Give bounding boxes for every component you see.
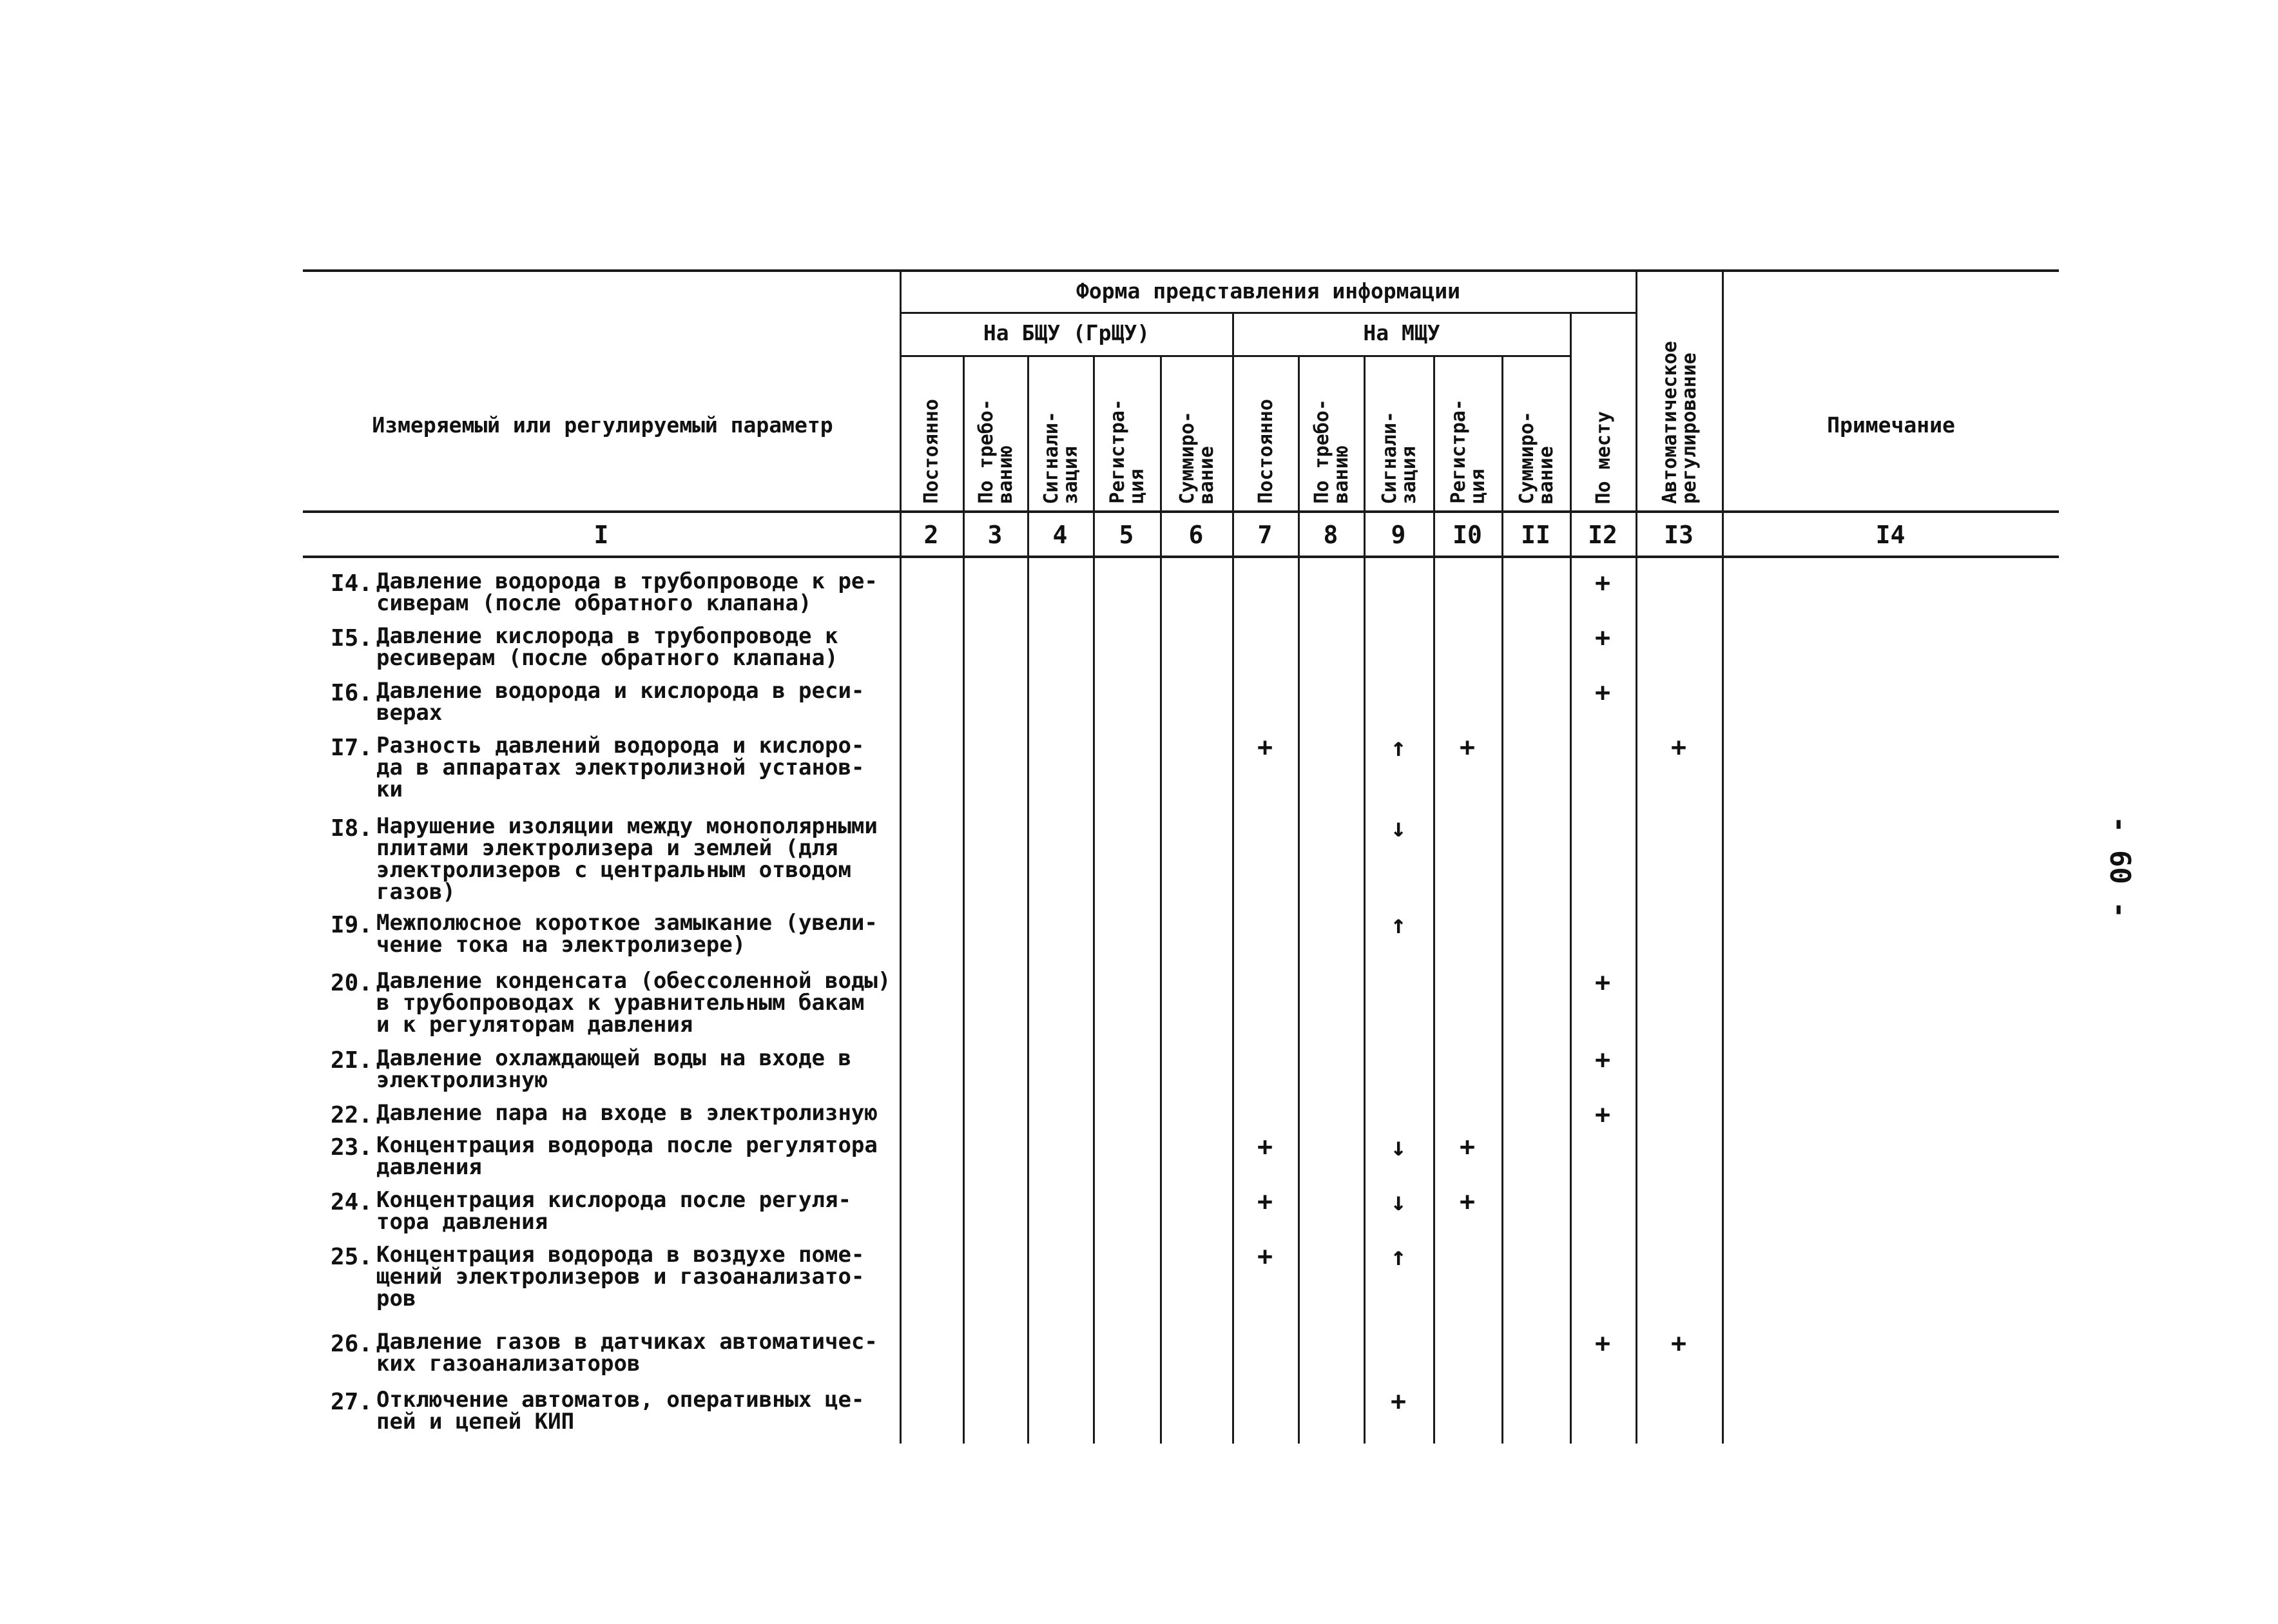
row-mark-c7: + bbox=[1257, 733, 1273, 762]
numbers-bottom-rule bbox=[303, 556, 2059, 558]
row-mark-c13: + bbox=[1670, 733, 1687, 762]
row-mark-c9: ↓ bbox=[1390, 813, 1407, 843]
row-number: 2I. bbox=[330, 1047, 372, 1074]
row-parameter-text: Концентрация кислорода после регуля- тора давления bbox=[376, 1187, 851, 1235]
row-parameter-text: Давление водорода и кислорода в реси- верах bbox=[376, 678, 865, 726]
column-number: I0 bbox=[1453, 521, 1482, 549]
sub-mshu-const: Постоянно bbox=[1254, 399, 1277, 504]
row-mark-c9: ↑ bbox=[1390, 910, 1407, 940]
row-number: I5. bbox=[330, 625, 372, 652]
row-number: I8. bbox=[330, 815, 372, 842]
row-parameter-text: Разность давлений водорода и кислоро- да в аппаратах электролизной установ- ки bbox=[376, 733, 865, 802]
row-number: 23. bbox=[330, 1134, 372, 1161]
sub-mshu-demand: По требо- ванию bbox=[1310, 399, 1353, 504]
column-number: 3 bbox=[987, 521, 1003, 549]
row-number: 25. bbox=[330, 1244, 372, 1270]
row-mark-c7: + bbox=[1257, 1132, 1273, 1162]
row-mark-c9: ↓ bbox=[1390, 1132, 1407, 1162]
sub-bshu-const: Постоянно bbox=[920, 399, 943, 504]
group-rule bbox=[901, 355, 1571, 357]
row-mark-c9: ↓ bbox=[1390, 1187, 1407, 1217]
column-number: I4 bbox=[1875, 521, 1906, 549]
table-top-rule bbox=[303, 269, 2059, 272]
row-mark-c10: + bbox=[1459, 733, 1476, 762]
row-parameter-text: Концентрация водорода в воздухе поме- щений электролизеров и газоанализато- ров bbox=[376, 1242, 865, 1311]
row-number: 27. bbox=[330, 1389, 372, 1415]
row-parameter-text: Давление конденсата (обессоленной воды) в трубопроводах к уравнительным бакам и к регуляторам давления bbox=[376, 968, 891, 1038]
group-mshu: На МЩУ bbox=[1363, 320, 1440, 345]
row-number: I9. bbox=[330, 912, 372, 938]
sub-bshu-sum: Суммиро- вание bbox=[1175, 411, 1218, 504]
local-header: По месту bbox=[1592, 411, 1615, 504]
row-mark-c12: + bbox=[1594, 1329, 1611, 1358]
row-parameter-text: Давление охлаждающей воды на входе в электролизную bbox=[376, 1045, 851, 1093]
row-mark-c12: + bbox=[1594, 568, 1611, 598]
sub-bshu-signal: Сигнали- зация bbox=[1039, 411, 1082, 504]
column-number: II bbox=[1521, 521, 1550, 549]
row-mark-c12: + bbox=[1594, 1045, 1611, 1075]
column-number: 8 bbox=[1323, 521, 1338, 549]
row-parameter-text: Концентрация водорода после регулятора давления bbox=[376, 1132, 878, 1180]
row-number: 22. bbox=[330, 1102, 372, 1128]
column-number: 2 bbox=[923, 521, 939, 549]
auto-reg-header: Автоматическое регулирование bbox=[1658, 341, 1701, 504]
row-number: I4. bbox=[330, 570, 372, 597]
row-parameter-text: Нарушение изоляции между монополярными плитами электролизера и землей (для электролизеров с центральным отводом газов) bbox=[376, 813, 878, 905]
header-bottom-rule bbox=[303, 510, 2059, 513]
sub-bshu-register: Регистра- ция bbox=[1106, 399, 1148, 504]
sub-mshu-register: Регистра- ция bbox=[1447, 399, 1489, 504]
row-mark-c12: + bbox=[1594, 678, 1611, 708]
sub-mshu-signal: Сигнали- зация bbox=[1378, 411, 1420, 504]
row-mark-c10: + bbox=[1459, 1187, 1476, 1217]
note-header: Примечание bbox=[1827, 412, 1955, 438]
param-header: Измеряемый или регулируемый параметр bbox=[372, 412, 833, 438]
group-bshu: На БЩУ (ГрЩУ) bbox=[983, 320, 1150, 345]
row-mark-c9: ↑ bbox=[1390, 733, 1407, 762]
column-number: 9 bbox=[1391, 521, 1406, 549]
column-number: I bbox=[594, 521, 609, 549]
row-number: 24. bbox=[330, 1189, 372, 1215]
row-parameter-text: Давление газов в датчиках автоматичес- ких газоанализаторов bbox=[376, 1329, 878, 1377]
column-number: 6 bbox=[1188, 521, 1204, 549]
row-number: I6. bbox=[330, 680, 372, 706]
column-number: I2 bbox=[1588, 521, 1617, 549]
row-mark-c9: + bbox=[1390, 1387, 1407, 1416]
row-number: I7. bbox=[330, 735, 372, 761]
col-rule-13 bbox=[1722, 269, 1724, 1444]
row-parameter-text: Давление пара на входе в электролизную bbox=[376, 1100, 878, 1126]
row-parameter-text: Давление водорода в трубопроводе к ре- сиверам (после обратного клапана) bbox=[376, 568, 878, 616]
sub-mshu-sum: Суммиро- вание bbox=[1515, 411, 1558, 504]
row-number: 26. bbox=[330, 1331, 372, 1357]
row-mark-c12: + bbox=[1594, 623, 1611, 653]
row-mark-c7: + bbox=[1257, 1242, 1273, 1271]
row-parameter-text: Отключение автоматов, оперативных це- пей и цепей КИП bbox=[376, 1387, 865, 1435]
row-parameter-text: Давление кислорода в трубопроводе к ресиверам (после обратного клапана) bbox=[376, 623, 838, 671]
row-mark-c7: + bbox=[1257, 1187, 1273, 1217]
form-title: Форма представления информации bbox=[1076, 278, 1461, 304]
column-number: 4 bbox=[1052, 521, 1068, 549]
row-mark-c12: + bbox=[1594, 1100, 1611, 1130]
column-number: 5 bbox=[1119, 521, 1134, 549]
row-mark-c10: + bbox=[1459, 1132, 1476, 1162]
row-mark-c12: + bbox=[1594, 968, 1611, 998]
sub-bshu-demand: По требо- ванию bbox=[974, 399, 1017, 504]
row-parameter-text: Межполюсное короткое замыкание (увели- чение тока на электролизере) bbox=[376, 910, 878, 958]
column-number: 7 bbox=[1257, 521, 1273, 549]
row-mark-c9: ↑ bbox=[1390, 1242, 1407, 1271]
page-number: - 60 - bbox=[2103, 816, 2136, 918]
row-mark-c13: + bbox=[1670, 1329, 1687, 1358]
column-number: I3 bbox=[1664, 521, 1694, 549]
form-title-rule bbox=[901, 312, 1636, 314]
row-number: 20. bbox=[330, 970, 372, 996]
